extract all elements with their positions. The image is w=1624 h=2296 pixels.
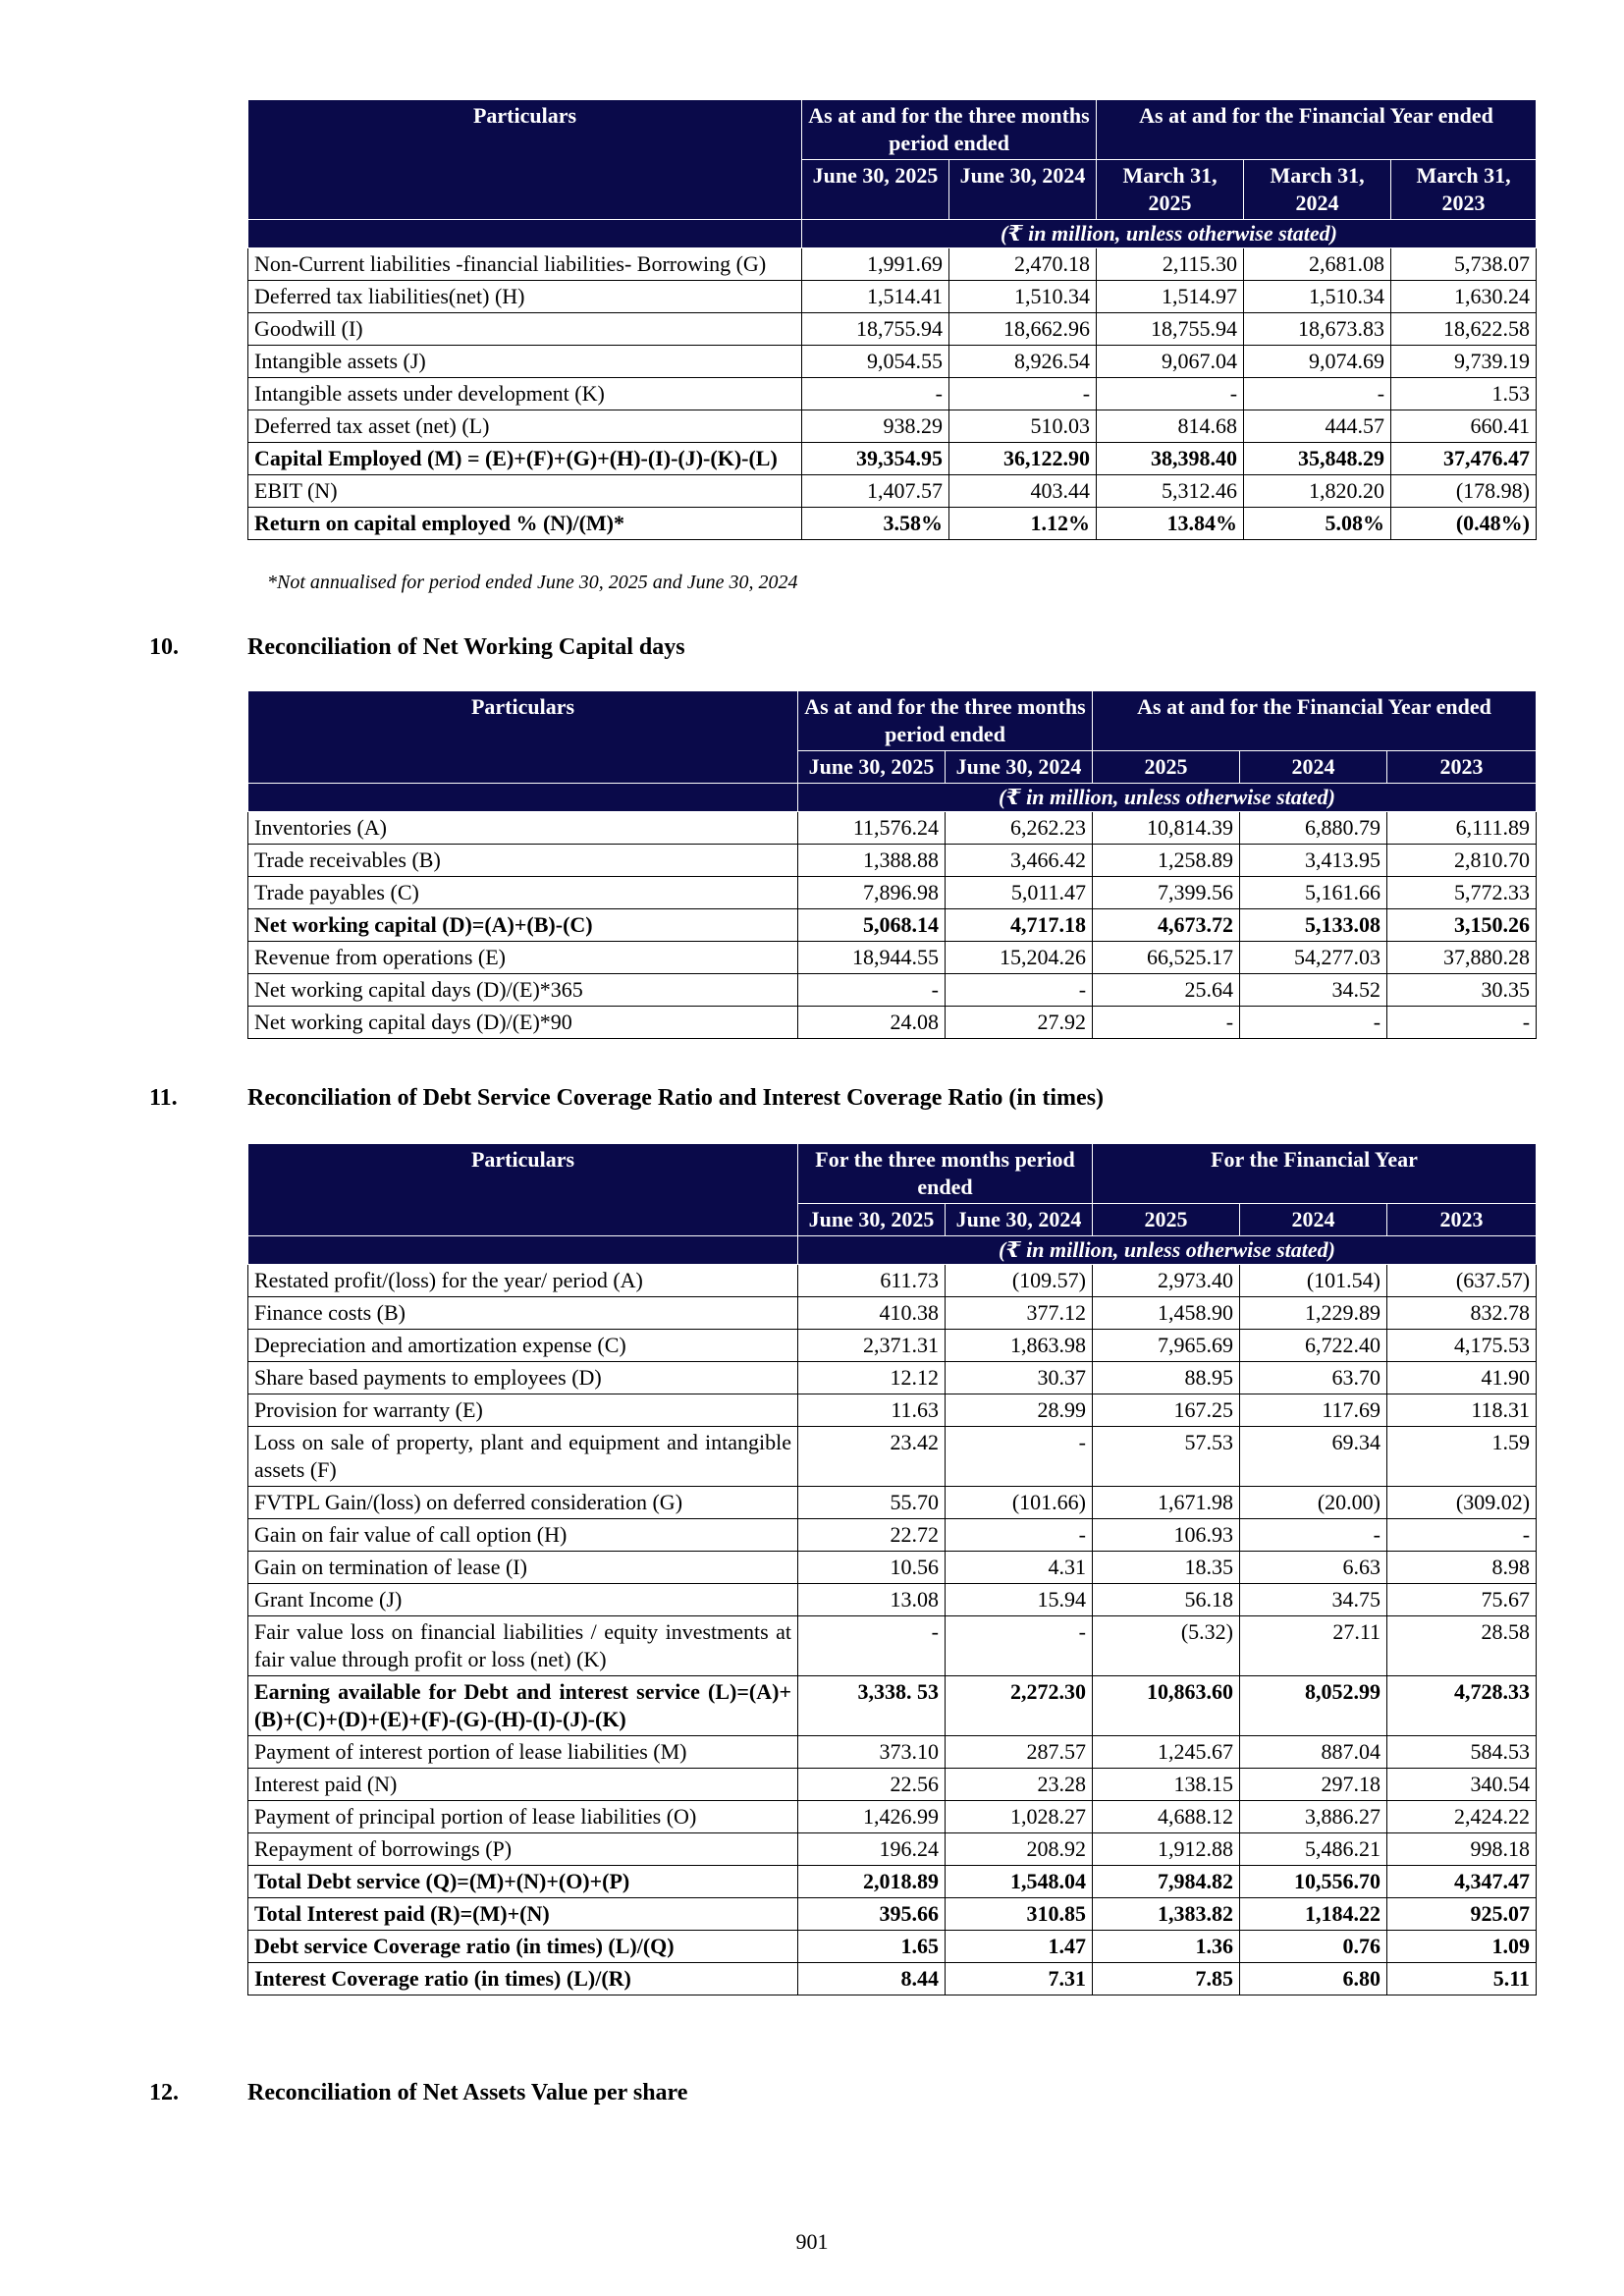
header-col: 2023: [1387, 751, 1537, 784]
unit-label: (₹ in million, unless otherwise stated): [798, 1236, 1537, 1265]
row-value: 7.85: [1093, 1963, 1240, 1995]
header-col: 2023: [1387, 1204, 1537, 1236]
row-value: 1,820.20: [1244, 475, 1391, 508]
table-row: [248, 1931, 1537, 1963]
row-value: 34.75: [1240, 1584, 1387, 1616]
row-value: (109.57): [946, 1265, 1093, 1297]
row-value: 1,514.41: [802, 281, 949, 313]
table-row: [248, 1297, 1537, 1330]
table-row: [248, 1552, 1537, 1584]
row-value: 998.18: [1387, 1833, 1537, 1866]
row-value: 5,738.07: [1391, 248, 1537, 281]
header-col: March 31, 2025: [1097, 160, 1244, 220]
table-row: [248, 1584, 1537, 1616]
row-value: -: [1244, 378, 1391, 410]
row-label: Inventories (A): [248, 812, 798, 845]
row-label: Revenue from operations (E): [248, 942, 798, 974]
row-value: 18,755.94: [802, 313, 949, 346]
row-value: 10,556.70: [1240, 1866, 1387, 1898]
row-value: 7,399.56: [1093, 877, 1240, 909]
row-label: Provision for warranty (E): [248, 1394, 798, 1427]
row-value: 373.10: [798, 1736, 946, 1769]
row-value: 34.52: [1240, 974, 1387, 1007]
row-value: 340.54: [1387, 1769, 1537, 1801]
row-value: 2,272.30: [946, 1676, 1093, 1736]
row-value: -: [1240, 1007, 1387, 1039]
row-value: (637.57): [1387, 1265, 1537, 1297]
row-value: 9,739.19: [1391, 346, 1537, 378]
row-label: Deferred tax asset (net) (L): [248, 410, 802, 443]
row-value: 22.56: [798, 1769, 946, 1801]
row-value: 925.07: [1387, 1898, 1537, 1931]
table-row: [248, 974, 1537, 1007]
row-value: 11,576.24: [798, 812, 946, 845]
row-value: 66,525.17: [1093, 942, 1240, 974]
row-label: Depreciation and amortization expense (C): [248, 1330, 798, 1362]
table-row: [248, 1519, 1537, 1552]
row-value: 54,277.03: [1240, 942, 1387, 974]
row-value: 7,965.69: [1093, 1330, 1240, 1362]
row-value: 1,671.98: [1093, 1487, 1240, 1519]
row-value: 138.15: [1093, 1769, 1240, 1801]
row-value: 1.65: [798, 1931, 946, 1963]
header-blank: [248, 220, 802, 248]
row-value: 6,111.89: [1387, 812, 1537, 845]
row-value: 887.04: [1240, 1736, 1387, 1769]
row-value: -: [946, 974, 1093, 1007]
unit-label: (₹ in million, unless otherwise stated): [802, 220, 1537, 248]
table-row: [248, 443, 1537, 475]
header-group-year: As at and for the Financial Year ended: [1097, 100, 1537, 160]
row-value: 9,074.69: [1244, 346, 1391, 378]
row-value: -: [946, 1427, 1093, 1487]
header-particulars: Particulars: [248, 100, 802, 220]
row-value: 5,011.47: [946, 877, 1093, 909]
header-group-year: As at and for the Financial Year ended: [1093, 691, 1537, 751]
row-value: -: [798, 974, 946, 1007]
table-row: [248, 410, 1537, 443]
row-value: 1,258.89: [1093, 845, 1240, 877]
row-value: 15.94: [946, 1584, 1093, 1616]
row-label: Goodwill (I): [248, 313, 802, 346]
row-label: Intangible assets (J): [248, 346, 802, 378]
row-value: 1,510.34: [1244, 281, 1391, 313]
row-label: Trade receivables (B): [248, 845, 798, 877]
row-value: 8.44: [798, 1963, 946, 1995]
row-value: 1.12%: [949, 508, 1097, 540]
row-value: 88.95: [1093, 1362, 1240, 1394]
row-value: -: [1387, 1007, 1537, 1039]
row-label: Debt service Coverage ratio (in times) (L)/(Q): [248, 1931, 798, 1963]
row-value: 30.37: [946, 1362, 1093, 1394]
table-row: [248, 1801, 1537, 1833]
row-value: 1,514.97: [1097, 281, 1244, 313]
row-value: 410.38: [798, 1297, 946, 1330]
table-row: [248, 1898, 1537, 1931]
row-value: 208.92: [946, 1833, 1093, 1866]
row-value: 18,755.94: [1097, 313, 1244, 346]
row-value: 1.53: [1391, 378, 1537, 410]
row-label: Total Interest paid (R)=(M)+(N): [248, 1898, 798, 1931]
row-value: 1,388.88: [798, 845, 946, 877]
row-value: 3.58%: [802, 508, 949, 540]
row-label: Interest Coverage ratio (in times) (L)/(R): [248, 1963, 798, 1995]
row-value: 2,681.08: [1244, 248, 1391, 281]
table-row: [248, 845, 1537, 877]
row-value: 6,722.40: [1240, 1330, 1387, 1362]
row-value: 18,673.83: [1244, 313, 1391, 346]
table-row: [248, 909, 1537, 942]
table-row: [248, 877, 1537, 909]
row-value: 23.42: [798, 1427, 946, 1487]
row-label: Trade payables (C): [248, 877, 798, 909]
row-value: 69.34: [1240, 1427, 1387, 1487]
header-particulars: Particulars: [248, 691, 798, 784]
row-value: 4,673.72: [1093, 909, 1240, 942]
unit-label: (₹ in million, unless otherwise stated): [798, 784, 1537, 812]
row-value: 10,814.39: [1093, 812, 1240, 845]
row-value: 18,662.96: [949, 313, 1097, 346]
row-value: 25.64: [1093, 974, 1240, 1007]
row-value: 28.58: [1387, 1616, 1537, 1676]
row-label: Fair value loss on financial liabilities / equity investments at fair value through profit or loss (net) (K): [248, 1616, 798, 1676]
row-value: 106.93: [1093, 1519, 1240, 1552]
row-label: Loss on sale of property, plant and equipment and intangible assets (F): [248, 1427, 798, 1487]
row-value: 4,688.12: [1093, 1801, 1240, 1833]
row-value: 11.63: [798, 1394, 946, 1427]
row-value: 23.28: [946, 1769, 1093, 1801]
row-value: 10,863.60: [1093, 1676, 1240, 1736]
table-row: [248, 378, 1537, 410]
row-value: 4,175.53: [1387, 1330, 1537, 1362]
row-value: 1,184.22: [1240, 1898, 1387, 1931]
row-value: 6,262.23: [946, 812, 1093, 845]
table-row: [248, 1330, 1537, 1362]
row-value: 5,772.33: [1387, 877, 1537, 909]
table-row: [248, 1833, 1537, 1866]
row-value: 18,622.58: [1391, 313, 1537, 346]
row-value: 310.85: [946, 1898, 1093, 1931]
header-col: 2024: [1240, 1204, 1387, 1236]
row-value: 2,973.40: [1093, 1265, 1240, 1297]
row-value: 5,161.66: [1240, 877, 1387, 909]
row-value: (101.66): [946, 1487, 1093, 1519]
table-row: [248, 1769, 1537, 1801]
row-value: 1,548.04: [946, 1866, 1093, 1898]
header-col: June 30, 2025: [802, 160, 949, 220]
row-value: 13.08: [798, 1584, 946, 1616]
row-value: 1,028.27: [946, 1801, 1093, 1833]
row-value: 814.68: [1097, 410, 1244, 443]
row-value: 1,630.24: [1391, 281, 1537, 313]
row-label: Gain on termination of lease (I): [248, 1552, 798, 1584]
row-value: -: [798, 1616, 946, 1676]
row-label: Gain on fair value of call option (H): [248, 1519, 798, 1552]
row-label: Total Debt service (Q)=(M)+(N)+(O)+(P): [248, 1866, 798, 1898]
row-value: 7,984.82: [1093, 1866, 1240, 1898]
row-value: 63.70: [1240, 1362, 1387, 1394]
section-title: Reconciliation of Net Working Capital days: [247, 634, 685, 660]
section-number: 12.: [149, 2080, 179, 2105]
header-group-year: For the Financial Year: [1093, 1144, 1537, 1204]
row-value: 9,067.04: [1097, 346, 1244, 378]
row-value: 4,717.18: [946, 909, 1093, 942]
row-value: 1,863.98: [946, 1330, 1093, 1362]
row-value: -: [1240, 1519, 1387, 1552]
table-row: [248, 1007, 1537, 1039]
row-value: 36,122.90: [949, 443, 1097, 475]
row-value: 0.76: [1240, 1931, 1387, 1963]
table-row: [248, 1487, 1537, 1519]
row-value: 2,371.31: [798, 1330, 946, 1362]
row-label: Deferred tax liabilities(net) (H): [248, 281, 802, 313]
header-col: March 31, 2024: [1244, 160, 1391, 220]
row-value: 10.56: [798, 1552, 946, 1584]
footnote: *Not annualised for period ended June 30, 2025 and June 30, 2024: [267, 572, 798, 593]
row-value: 3,466.42: [946, 845, 1093, 877]
row-value: 1,510.34: [949, 281, 1097, 313]
header-group-period: As at and for the three months period ended: [802, 100, 1097, 160]
capital-employed-table: [247, 99, 1537, 540]
row-value: 660.41: [1391, 410, 1537, 443]
row-value: 5,312.46: [1097, 475, 1244, 508]
page-number: 901: [795, 2229, 829, 2254]
row-value: 5,486.21: [1240, 1833, 1387, 1866]
row-label: Non-Current liabilities -financial liabilities- Borrowing (G): [248, 248, 802, 281]
section-number: 11.: [149, 1085, 178, 1111]
section-title: Reconciliation of Debt Service Coverage Ratio and Interest Coverage Ratio (in times): [247, 1085, 1105, 1111]
row-value: (178.98): [1391, 475, 1537, 508]
row-value: 2,810.70: [1387, 845, 1537, 877]
row-value: 6,880.79: [1240, 812, 1387, 845]
row-value: 2,470.18: [949, 248, 1097, 281]
row-label: Interest paid (N): [248, 1769, 798, 1801]
row-value: 6.80: [1240, 1963, 1387, 1995]
row-value: 1,383.82: [1093, 1898, 1240, 1931]
row-label: Repayment of borrowings (P): [248, 1833, 798, 1866]
row-value: 1,458.90: [1093, 1297, 1240, 1330]
row-value: 832.78: [1387, 1297, 1537, 1330]
row-value: 1,407.57: [802, 475, 949, 508]
section-number: 10.: [149, 634, 179, 660]
row-value: 3,886.27: [1240, 1801, 1387, 1833]
row-value: 8.98: [1387, 1552, 1537, 1584]
row-value: 395.66: [798, 1898, 946, 1931]
header-blank: [248, 784, 798, 812]
row-label: Finance costs (B): [248, 1297, 798, 1330]
row-value: 8,926.54: [949, 346, 1097, 378]
table-row: [248, 1265, 1537, 1297]
row-value: 403.44: [949, 475, 1097, 508]
row-value: 5.11: [1387, 1963, 1537, 1995]
row-value: 1.47: [946, 1931, 1093, 1963]
row-label: Restated profit/(loss) for the year/ period (A): [248, 1265, 798, 1297]
row-value: 1,245.67: [1093, 1736, 1240, 1769]
header-col: 2024: [1240, 751, 1387, 784]
table-row: [248, 1427, 1537, 1487]
row-value: 5,068.14: [798, 909, 946, 942]
row-value: 117.69: [1240, 1394, 1387, 1427]
row-label: Grant Income (J): [248, 1584, 798, 1616]
row-value: 167.25: [1093, 1394, 1240, 1427]
row-label: Net working capital days (D)/(E)*365: [248, 974, 798, 1007]
header-group-period: For the three months period ended: [798, 1144, 1093, 1204]
header-col: June 30, 2025: [798, 751, 946, 784]
row-value: 30.35: [1387, 974, 1537, 1007]
row-value: 7,896.98: [798, 877, 946, 909]
row-value: 24.08: [798, 1007, 946, 1039]
debt-service-coverage-table: [247, 1143, 1537, 1995]
header-col: March 31, 2023: [1391, 160, 1537, 220]
row-value: 28.99: [946, 1394, 1093, 1427]
header-col: June 30, 2024: [946, 1204, 1093, 1236]
header-group-period: As at and for the three months period ended: [798, 691, 1093, 751]
row-value: 4,347.47: [1387, 1866, 1537, 1898]
row-value: (20.00): [1240, 1487, 1387, 1519]
row-value: -: [946, 1616, 1093, 1676]
table-row: [248, 1866, 1537, 1898]
table-row: [248, 1394, 1537, 1427]
row-value: 611.73: [798, 1265, 946, 1297]
header-particulars: Particulars: [248, 1144, 798, 1236]
row-value: 39,354.95: [802, 443, 949, 475]
row-label: Net working capital (D)=(A)+(B)-(C): [248, 909, 798, 942]
row-value: (5.32): [1093, 1616, 1240, 1676]
table-row: [248, 812, 1537, 845]
row-label: Capital Employed (M) = (E)+(F)+(G)+(H)-(I)-(J)-(K)-(L): [248, 443, 802, 475]
table-row: [248, 1362, 1537, 1394]
table-row: [248, 281, 1537, 313]
row-value: 2,115.30: [1097, 248, 1244, 281]
row-value: -: [946, 1519, 1093, 1552]
row-value: 1.09: [1387, 1931, 1537, 1963]
row-value: -: [1097, 378, 1244, 410]
row-label: Intangible assets under development (K): [248, 378, 802, 410]
header-col: June 30, 2024: [949, 160, 1097, 220]
row-value: 1,991.69: [802, 248, 949, 281]
row-value: 377.12: [946, 1297, 1093, 1330]
row-label: Payment of principal portion of lease liabilities (O): [248, 1801, 798, 1833]
row-value: 8,052.99: [1240, 1676, 1387, 1736]
header-col: June 30, 2025: [798, 1204, 946, 1236]
row-value: 27.92: [946, 1007, 1093, 1039]
row-label: Net working capital days (D)/(E)*90: [248, 1007, 798, 1039]
row-label: Payment of interest portion of lease liabilities (M): [248, 1736, 798, 1769]
row-value: 38,398.40: [1097, 443, 1244, 475]
row-value: 196.24: [798, 1833, 946, 1866]
header-col: 2025: [1093, 1204, 1240, 1236]
row-value: -: [1093, 1007, 1240, 1039]
row-value: 3,338. 53: [798, 1676, 946, 1736]
row-value: (101.54): [1240, 1265, 1387, 1297]
row-value: 57.53: [1093, 1427, 1240, 1487]
table-row: [248, 942, 1537, 974]
row-label: FVTPL Gain/(loss) on deferred consideration (G): [248, 1487, 798, 1519]
row-value: 2,018.89: [798, 1866, 946, 1898]
row-value: 2,424.22: [1387, 1801, 1537, 1833]
row-label: Return on capital employed % (N)/(M)*: [248, 508, 802, 540]
row-label: Earning available for Debt and interest service (L)=(A)+(B)+(C)+(D)+(E)+(F)-(G)-(H)-(I)-(J)-(K): [248, 1676, 798, 1736]
row-value: 15,204.26: [946, 942, 1093, 974]
row-value: 4.31: [946, 1552, 1093, 1584]
table-row: [248, 1676, 1537, 1736]
row-value: 3,150.26: [1387, 909, 1537, 942]
header-col: June 30, 2024: [946, 751, 1093, 784]
row-value: 27.11: [1240, 1616, 1387, 1676]
row-value: 444.57: [1244, 410, 1391, 443]
row-value: 584.53: [1387, 1736, 1537, 1769]
row-label: EBIT (N): [248, 475, 802, 508]
row-value: 510.03: [949, 410, 1097, 443]
row-value: 1,229.89: [1240, 1297, 1387, 1330]
row-value: 13.84%: [1097, 508, 1244, 540]
row-value: -: [1387, 1519, 1537, 1552]
row-value: 4,728.33: [1387, 1676, 1537, 1736]
row-value: (309.02): [1387, 1487, 1537, 1519]
row-value: 1.59: [1387, 1427, 1537, 1487]
row-value: 1,426.99: [798, 1801, 946, 1833]
net-working-capital-table: [247, 690, 1537, 1039]
table-row: [248, 475, 1537, 508]
row-value: 41.90: [1387, 1362, 1537, 1394]
row-value: 3,413.95: [1240, 845, 1387, 877]
row-value: 7.31: [946, 1963, 1093, 1995]
table-row: [248, 346, 1537, 378]
table-row: [248, 1616, 1537, 1676]
section-title: Reconciliation of Net Assets Value per share: [247, 2080, 688, 2105]
row-value: 37,880.28: [1387, 942, 1537, 974]
table-row: [248, 1736, 1537, 1769]
row-value: 56.18: [1093, 1584, 1240, 1616]
row-value: 1,912.88: [1093, 1833, 1240, 1866]
row-value: 5.08%: [1244, 508, 1391, 540]
table-row: [248, 508, 1537, 540]
row-value: 37,476.47: [1391, 443, 1537, 475]
row-value: 18.35: [1093, 1552, 1240, 1584]
row-value: 35,848.29: [1244, 443, 1391, 475]
row-value: 18,944.55: [798, 942, 946, 974]
row-label: Share based payments to employees (D): [248, 1362, 798, 1394]
row-value: 12.12: [798, 1362, 946, 1394]
row-value: -: [802, 378, 949, 410]
row-value: 5,133.08: [1240, 909, 1387, 942]
row-value: 55.70: [798, 1487, 946, 1519]
table-row: [248, 1963, 1537, 1995]
row-value: 75.67: [1387, 1584, 1537, 1616]
row-value: 297.18: [1240, 1769, 1387, 1801]
table-row: [248, 248, 1537, 281]
table-row: [248, 313, 1537, 346]
row-value: 287.57: [946, 1736, 1093, 1769]
row-value: 22.72: [798, 1519, 946, 1552]
row-value: 1.36: [1093, 1931, 1240, 1963]
row-value: 6.63: [1240, 1552, 1387, 1584]
row-value: 9,054.55: [802, 346, 949, 378]
row-value: -: [949, 378, 1097, 410]
header-col: 2025: [1093, 751, 1240, 784]
row-value: 118.31: [1387, 1394, 1537, 1427]
row-value: (0.48%): [1391, 508, 1537, 540]
row-value: 938.29: [802, 410, 949, 443]
header-blank: [248, 1236, 798, 1265]
